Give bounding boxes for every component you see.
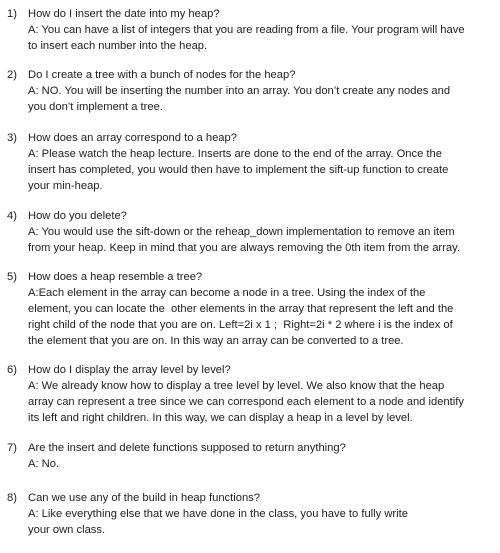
- faq-answer-line: A: No.: [28, 458, 60, 470]
- faq-number: 6): [7, 364, 17, 376]
- faq-number: 8): [7, 492, 17, 504]
- faq-number: 4): [7, 210, 17, 222]
- faq-question: How do I display the array level by level?: [28, 364, 231, 376]
- faq-answer-line: to insert each number into the heap.: [28, 40, 208, 52]
- faq-answer-line: A: We already know how to display a tree level by level. We also know that the heap: [28, 380, 445, 392]
- faq-question: Can we use any of the build in heap functions?: [28, 492, 260, 504]
- faq-answer-line: A: You would use the sift-down or the reheap_down implementation to remove an item: [28, 226, 455, 238]
- faq-number: 1): [7, 8, 17, 20]
- faq-answer-line: A: Like everything else that we have done in the class, you have to fully write: [28, 508, 408, 520]
- faq-answer-line: A:Each element in the array can become a node in a tree. Using the index of the: [28, 287, 426, 299]
- faq-answer-line: insert has completed, you would then have to implement the sift-up function to create: [28, 164, 449, 176]
- faq-answer-line: A: NO. You will be inserting the number into an array. You don’t create any nodes and: [28, 85, 451, 97]
- faq-answer-line: its left and right children. In this way, we can display a heap in a level by level.: [28, 412, 413, 424]
- faq-answer-line: from your heap. Keep in mind that you are always removing the 0th item from the array.: [28, 242, 460, 254]
- faq-number: 2): [7, 69, 17, 81]
- faq-question: Are the insert and delete functions supposed to return anything?: [28, 442, 346, 454]
- faq-answer-line: the element that you are on. In this way an array can be converted to a tree.: [28, 335, 404, 347]
- faq-answer-line: your min-heap.: [28, 180, 103, 192]
- faq-answer-line: A: You can have a list of integers that you are reading from a file. Your program will have: [28, 24, 465, 36]
- faq-question: How does an array correspond to a heap?: [28, 132, 237, 144]
- faq-answer-line: array can represent a tree since we can correspond each element to a node and identify: [28, 396, 464, 408]
- faq-answer-line: you don’t implement a tree.: [28, 101, 163, 113]
- faq-question: How do I insert the date into my heap?: [28, 8, 220, 20]
- faq-number: 3): [7, 132, 17, 144]
- faq-number: 5): [7, 271, 17, 283]
- faq-question: How do you delete?: [28, 210, 127, 222]
- faq-answer-line: right child of the node that you are on. Left=2i x 1 ; Right=2i * 2 where i is the index of: [28, 319, 453, 331]
- faq-answer-line: your own class.: [28, 524, 106, 536]
- faq-number: 7): [7, 442, 17, 454]
- faq-answer-line: element, you can locate the other elements in the array that represent the left and the: [28, 303, 454, 315]
- faq-question: How does a heap resemble a tree?: [28, 271, 203, 283]
- faq-answer-line: A: Please watch the heap lecture. Inserts are done to the end of the array. Once the: [28, 148, 442, 160]
- faq-question: Do I create a tree with a bunch of nodes for the heap?: [28, 69, 296, 81]
